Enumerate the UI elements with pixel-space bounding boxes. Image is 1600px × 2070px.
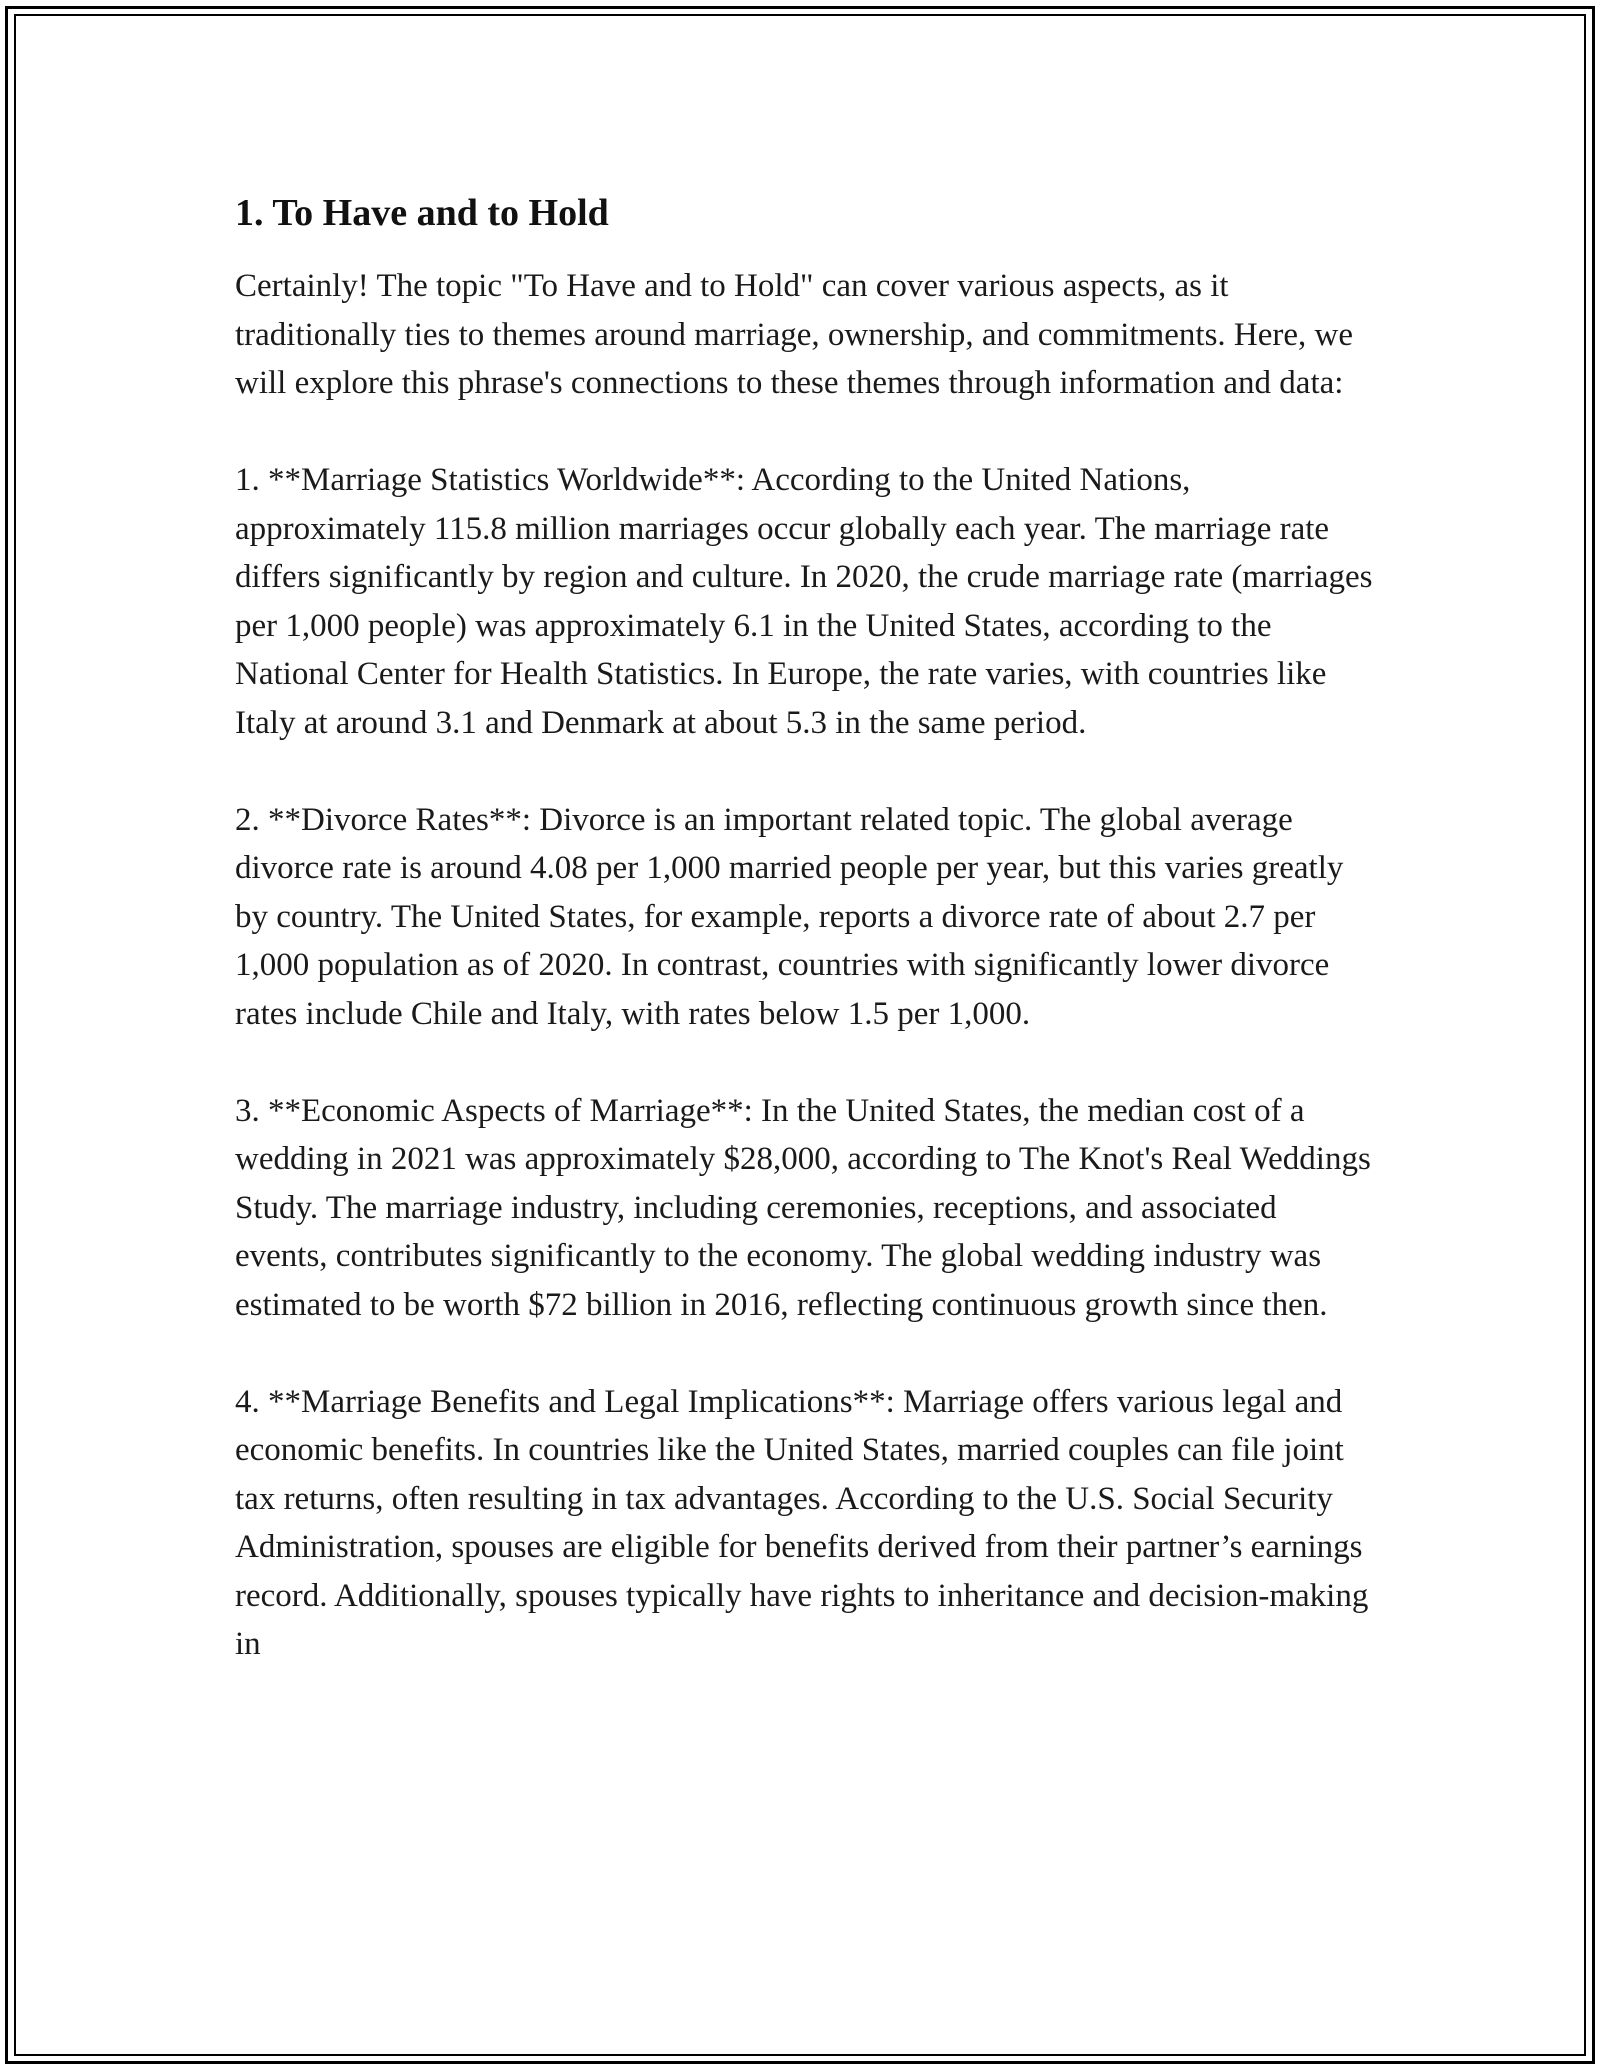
- marriage-statistics-paragraph: 1. **Marriage Statistics Worldwide**: According to the United Nations, approximately 115.8 million marriages occur globally each year. The marriage rate differs significantly by region and culture. In 2020, the crude marriage rate (marriages per 1,000 people) was approximately 6.1 in the United States, according to the National Center for Health Statistics. In Europe, the rate varies, with countries like Italy at around 3.1 and Denmark at about 5.3 in the same period.: [235, 462, 1373, 741]
- divorce-rates-paragraph: 2. **Divorce Rates**: Divorce is an important related topic. The global average divorce rate is around 4.08 per 1,000 married people per year, but this varies greatly by country. The United States, for example, reports a divorce rate of about 2.7 per 1,000 population as of 2020. In contrast, countries with significantly lower divorce rates include Chile and Italy, with rates below 1.5 per 1,000.: [235, 801, 1344, 1032]
- document-title: 1. To Have and to Hold: [235, 192, 609, 234]
- marriage-benefits-paragraph: 4. **Marriage Benefits and Legal Implications**: Marriage offers various legal and economic benefits. In countries like the United States, married couples can file joint tax returns, often resulting in tax advantages. According to the U.S. Social Security Administration, spouses are eligible for benefits derived from their partner’s earnings record. Additionally, spouses typically have rights to inheritance and decision-making in: [235, 1383, 1369, 1662]
- intro-paragraph: Certainly! The topic "To Have and to Hold" can cover various aspects, as it traditionally ties to themes around marriage, ownership, and commitments. Here, we will explore this phrase's connections to these themes through information and data:: [235, 268, 1354, 401]
- document-body: [235, 186, 1375, 1717]
- economic-aspects-paragraph: 3. **Economic Aspects of Marriage**: In the United States, the median cost of a wedding in 2021 was approximately $28,000, according to The Knot's Real Weddings Study. The marriage industry, including ceremonies, receptions, and associated events, contributes significantly to the economy. The global wedding industry was estimated to be worth $72 billion in 2016, reflecting continuous growth since then.: [235, 1092, 1371, 1323]
